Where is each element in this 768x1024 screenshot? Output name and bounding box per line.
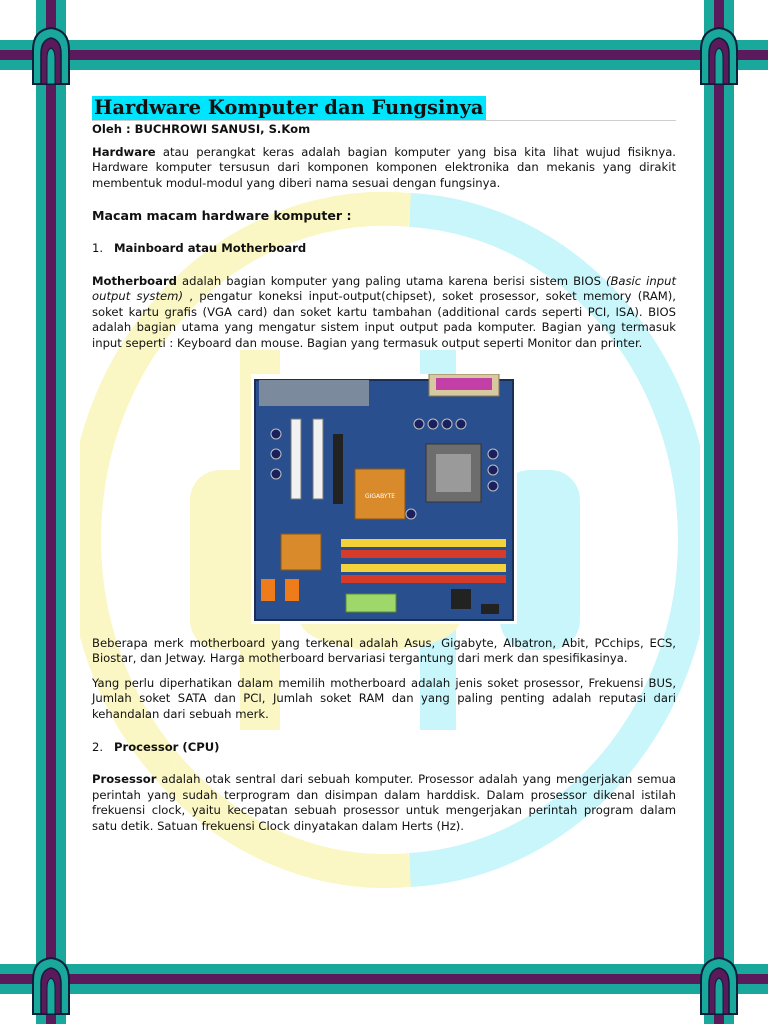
author-line: Oleh : BUCHROWI SANUSI, S.Kom xyxy=(92,122,311,136)
border-bottom xyxy=(0,964,768,994)
item-heading-text: Processor (CPU) xyxy=(114,739,220,754)
intro-term: Hardware xyxy=(92,144,156,159)
motherboard-paragraph: Motherboard adalah bagian komputer yang paling utama karena berisi sistem BIOS (Basic input output system) , pengatur koneksi input-output(chipset), soket prosessor, soket memory (RAM), soket kartu grafis (VGA card) dan soket kartu tambahan (additional cards seperti PCI, ISA). BIOS adalah bagian utama yang mengatur sistem input output pada komputer. Bagian yang termasuk input seperti : Keyboard dan mouse. Bagian yang termasuk output seperti Monitor dan printer. xyxy=(92,273,676,350)
item-number: 2. xyxy=(92,739,104,754)
corner-ornament-top-left xyxy=(29,26,73,86)
intro-paragraph xyxy=(92,145,676,192)
motherboard-term: Motherboard xyxy=(92,273,177,288)
border-left xyxy=(36,0,66,1024)
intro-text: atau perangkat keras adalah bagian komputer yang bisa kita lihat wujud fisiknya. Hardware komputer tersusun dari komponen komponen elektronika dan mekanis yang dirakit membentuk modul-modul yang diberi nama sesuai dengan fungsinya. xyxy=(92,144,676,190)
item-number: 1. xyxy=(92,240,104,255)
corner-ornament-bottom-left xyxy=(29,956,73,1016)
motherboard-image xyxy=(251,374,517,624)
page-title: Hardware Komputer dan Fungsinya xyxy=(94,96,484,119)
item-heading-text: Mainboard atau Motherboard xyxy=(114,240,307,255)
title-divider xyxy=(92,120,676,121)
bios-italic: (Basic input output system) xyxy=(92,273,676,304)
section-heading: Macam macam hardware komputer : xyxy=(92,208,352,224)
corner-ornament-bottom-right xyxy=(697,956,741,1016)
border-right xyxy=(704,0,734,1024)
motherboard-tips-paragraph: Yang perlu diperhatikan dalam memilih motherboard adalah jenis soket prosessor, Frekuensi BUS, Jumlah soket SATA dan PCI, Jumlah soket RAM dan yang paling penting adalah reputasi dari kehandalan dari sebuah merk. xyxy=(92,675,676,721)
item-heading-processor xyxy=(92,740,676,756)
motherboard-brands-paragraph: Beberapa merk motherboard yang terkenal adalah Asus, Gigabyte, Albatron, Abit, PCchips, ECS, Biostar, dan Jetway. Harga motherboard bervariasi tergantung dari merk dan spesifikasinya. xyxy=(92,635,676,666)
processor-term: Prosessor xyxy=(92,772,157,787)
item-heading-motherboard xyxy=(92,241,676,257)
border-top xyxy=(0,40,768,70)
processor-paragraph: Prosessor adalah otak sentral dari sebuah komputer. Prosessor adalah yang mengerjakan semua perintah yang sudah terprogram dan disimpan dalam harddisk. Dalam prosessor dikenal istilah frekuensi clock, yaitu kecepatan sebuah prosessor untuk mengerjakan perintah program dalam satu detik. Satuan frekuensi Clock dinyatakan dalam Herts (Hz). xyxy=(92,772,676,833)
document-body xyxy=(92,96,676,834)
corner-ornament-top-right xyxy=(697,26,741,86)
heatsink-brand-label: GIGABYTE xyxy=(364,492,396,500)
